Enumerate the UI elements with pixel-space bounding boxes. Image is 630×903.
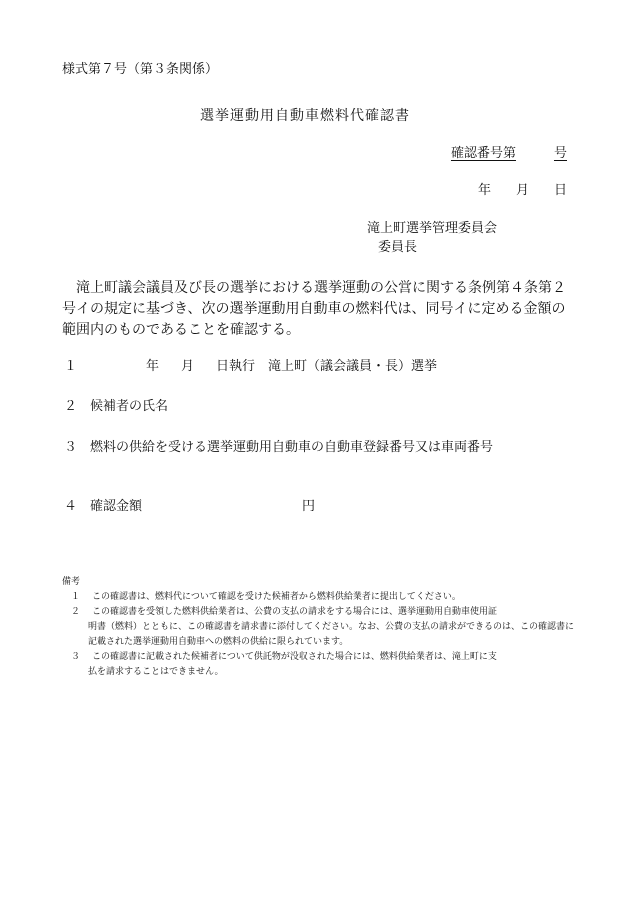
note-text: この確認書は、燃料代について確認を受けた候補者から燃料供給業者に提出してください。 [92,592,461,602]
item-number: ２ [64,399,78,414]
item-candidate-name [64,399,168,415]
date-day: 日 [553,183,567,198]
document-title: 選挙運動用自動車燃料代確認書 [200,108,410,124]
note-item [62,605,574,650]
issuer-title: 委員長 [378,240,418,255]
note-text: この確認書に記載された候補者について供託物が没収された場合には、燃料供給業者は、滝上町に支 [92,652,497,662]
item-month: 月 [181,359,195,374]
item-text: 候補者の氏名 [90,399,169,414]
item-election-date [64,359,437,375]
body-paragraph [62,278,572,341]
item-text: 日執行 滝上町（議会議員・長）選挙 [216,359,438,374]
date-month: 月 [515,183,529,198]
item-number: ３ [64,440,78,455]
notes-heading: 備考 [62,577,81,587]
note-item [62,650,574,680]
note-continuation: 明書（燃料）とともに、この確認書を請求書に添付してください。なお、公費の支払の請求ができるのは、この確認書に記載された選挙運動用自動車への燃料の供給に限られています。 [88,622,575,647]
item-confirmed-amount [64,499,315,515]
item-number: ４ [64,499,78,514]
note-continuation: 払を請求することはできません。 [88,667,224,677]
note-number: １ [70,592,80,602]
form-label: 様式第７号（第３条関係） [62,62,219,77]
item-text: 確認金額 [90,499,143,514]
body-text: 滝上町議会議員及び長の選挙における選挙運動の公営に関する条例第４条第２号イの規定に基づき、次の選挙運動用自動車の燃料代は、同号イに定める金額の範囲内のものであることを確認する。 [62,280,566,338]
note-text: この確認書を受領した燃料供給業者は、公費の支払の請求をする場合には、選挙運動用自動車使用証 [92,607,498,617]
note-item [62,590,574,605]
issuer-organization: 滝上町選挙管理委員会 [367,221,498,236]
note-number: ２ [70,607,80,617]
date-year: 年 [477,183,491,198]
item-unit: 円 [302,499,316,514]
item-number: １ [64,359,78,374]
note-number: ３ [70,652,80,662]
date-line [478,183,567,199]
confirmation-number [451,146,567,162]
item-year: 年 [146,359,160,374]
confirmation-number-suffix: 号 [553,146,567,161]
item-vehicle-number [64,440,493,456]
confirmation-number-prefix: 確認番号第 [450,146,516,161]
item-text: 燃料の供給を受ける選挙運動用自動車の自動車登録番号又は車両番号 [90,440,494,455]
